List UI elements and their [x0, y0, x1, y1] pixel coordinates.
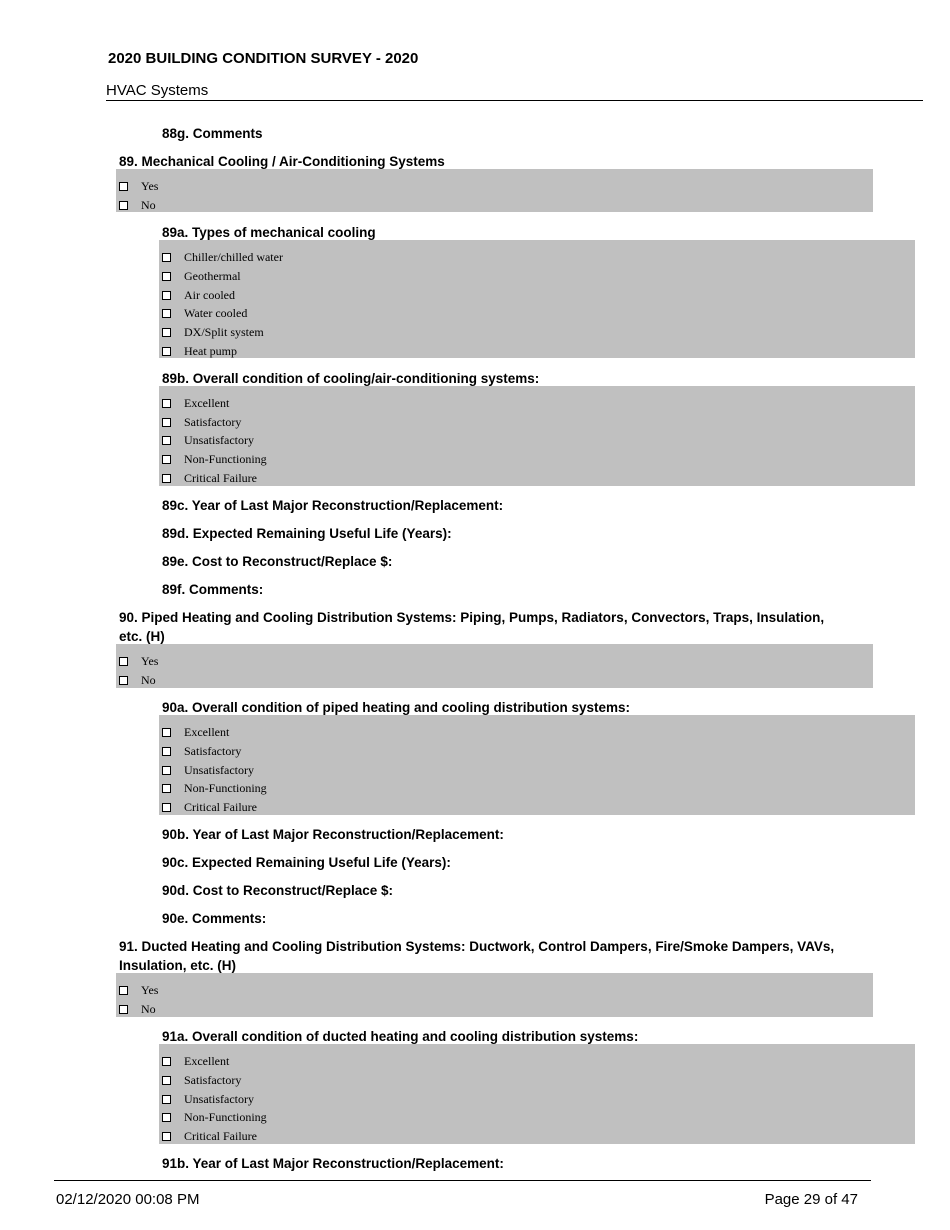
checkbox-icon[interactable] — [162, 328, 171, 337]
option-91a-critical-failure[interactable]: Critical Failure — [162, 1127, 257, 1145]
question-90-line2: etc. (H) — [119, 629, 165, 644]
options-box-89 — [116, 169, 873, 212]
checkbox-icon[interactable] — [162, 347, 171, 356]
question-91-line2: Insulation, etc. (H) — [119, 958, 237, 973]
options-box-89b — [159, 386, 915, 486]
option-91a-non-functioning[interactable]: Non-Functioning — [162, 1108, 267, 1126]
option-90-yes[interactable]: Yes — [119, 652, 158, 670]
checkbox-icon[interactable] — [119, 1005, 128, 1014]
document-title: 2020 BUILDING CONDITION SURVEY - 2020 — [108, 50, 419, 67]
option-89a-heat-pump[interactable]: Heat pump — [162, 342, 237, 360]
footer-divider — [54, 1180, 871, 1181]
checkbox-icon[interactable] — [119, 657, 128, 666]
section-title: HVAC Systems — [106, 82, 209, 99]
option-89a-chiller[interactable]: Chiller/chilled water — [162, 248, 283, 266]
checkbox-icon[interactable] — [162, 455, 171, 464]
options-box-91a — [159, 1044, 915, 1144]
question-89c: 89c. Year of Last Major Reconstruction/Replacement: — [162, 498, 504, 513]
checkbox-icon[interactable] — [162, 1076, 171, 1085]
option-91a-excellent[interactable]: Excellent — [162, 1052, 229, 1070]
checkbox-icon[interactable] — [162, 474, 171, 483]
option-91a-unsatisfactory[interactable]: Unsatisfactory — [162, 1090, 254, 1108]
question-89a: 89a. Types of mechanical cooling — [162, 225, 376, 240]
option-89b-excellent[interactable]: Excellent — [162, 394, 229, 412]
option-90a-non-functioning[interactable]: Non-Functioning — [162, 779, 267, 797]
question-91b: 91b. Year of Last Major Reconstruction/Replacement: — [162, 1156, 504, 1171]
options-box-91 — [116, 973, 873, 1017]
checkbox-icon[interactable] — [162, 309, 171, 318]
question-89e: 89e. Cost to Reconstruct/Replace $: — [162, 554, 393, 569]
checkbox-icon[interactable] — [162, 436, 171, 445]
question-90c: 90c. Expected Remaining Useful Life (Years): — [162, 855, 451, 870]
option-90a-excellent[interactable]: Excellent — [162, 723, 229, 741]
option-91-yes[interactable]: Yes — [119, 981, 158, 999]
option-89b-non-functioning[interactable]: Non-Functioning — [162, 450, 267, 468]
checkbox-icon[interactable] — [119, 676, 128, 685]
option-90a-critical-failure[interactable]: Critical Failure — [162, 798, 257, 816]
checkbox-icon[interactable] — [162, 803, 171, 812]
option-89b-critical-failure[interactable]: Critical Failure — [162, 469, 257, 487]
option-90a-unsatisfactory[interactable]: Unsatisfactory — [162, 761, 254, 779]
footer-timestamp: 02/12/2020 00:08 PM — [56, 1191, 200, 1208]
checkbox-icon[interactable] — [162, 291, 171, 300]
checkbox-icon[interactable] — [119, 986, 128, 995]
checkbox-icon[interactable] — [119, 201, 128, 210]
checkbox-icon[interactable] — [162, 1132, 171, 1141]
question-90d: 90d. Cost to Reconstruct/Replace $: — [162, 883, 394, 898]
question-90b: 90b. Year of Last Major Reconstruction/Replacement: — [162, 827, 504, 842]
question-90-line1: 90. Piped Heating and Cooling Distribution Systems: Piping, Pumps, Radiators, Convectors, Traps, Insulation, — [119, 610, 825, 625]
option-89b-unsatisfactory[interactable]: Unsatisfactory — [162, 431, 254, 449]
header-divider — [106, 100, 923, 101]
question-91-line1: 91. Ducted Heating and Cooling Distribution Systems: Ductwork, Control Dampers, Fire/Smoke Dampers, VAVs, — [119, 939, 835, 954]
options-box-90a — [159, 715, 915, 815]
checkbox-icon[interactable] — [162, 1095, 171, 1104]
question-90a: 90a. Overall condition of piped heating and cooling distribution systems: — [162, 700, 631, 715]
checkbox-icon[interactable] — [162, 766, 171, 775]
checkbox-icon[interactable] — [162, 728, 171, 737]
checkbox-icon[interactable] — [162, 272, 171, 281]
checkbox-icon[interactable] — [162, 418, 171, 427]
question-88g: 88g. Comments — [162, 126, 263, 141]
option-89b-satisfactory[interactable]: Satisfactory — [162, 413, 241, 431]
checkbox-icon[interactable] — [162, 747, 171, 756]
option-89a-geothermal[interactable]: Geothermal — [162, 267, 241, 285]
question-90e: 90e. Comments: — [162, 911, 267, 926]
question-89f: 89f. Comments: — [162, 582, 264, 597]
question-89b: 89b. Overall condition of cooling/air-conditioning systems: — [162, 371, 540, 386]
option-91a-satisfactory[interactable]: Satisfactory — [162, 1071, 241, 1089]
footer-page-number: Page 29 of 47 — [764, 1191, 858, 1208]
question-89d: 89d. Expected Remaining Useful Life (Years): — [162, 526, 452, 541]
checkbox-icon[interactable] — [162, 1057, 171, 1066]
checkbox-icon[interactable] — [119, 182, 128, 191]
checkbox-icon[interactable] — [162, 253, 171, 262]
question-91a: 91a. Overall condition of ducted heating and cooling distribution systems: — [162, 1029, 639, 1044]
question-89: 89. Mechanical Cooling / Air-Conditioning Systems — [119, 154, 445, 169]
question-91 — [119, 937, 834, 975]
option-90a-satisfactory[interactable]: Satisfactory — [162, 742, 241, 760]
checkbox-icon[interactable] — [162, 1113, 171, 1122]
option-89-no[interactable]: No — [119, 196, 156, 214]
option-89a-water-cooled[interactable]: Water cooled — [162, 304, 247, 322]
option-89a-dx-split[interactable]: DX/Split system — [162, 323, 264, 341]
option-89a-air-cooled[interactable]: Air cooled — [162, 286, 235, 304]
options-box-90 — [116, 644, 873, 688]
checkbox-icon[interactable] — [162, 784, 171, 793]
option-91-no[interactable]: No — [119, 1000, 156, 1018]
option-90-no[interactable]: No — [119, 671, 156, 689]
question-90 — [119, 608, 824, 646]
option-89-yes[interactable]: Yes — [119, 177, 158, 195]
checkbox-icon[interactable] — [162, 399, 171, 408]
